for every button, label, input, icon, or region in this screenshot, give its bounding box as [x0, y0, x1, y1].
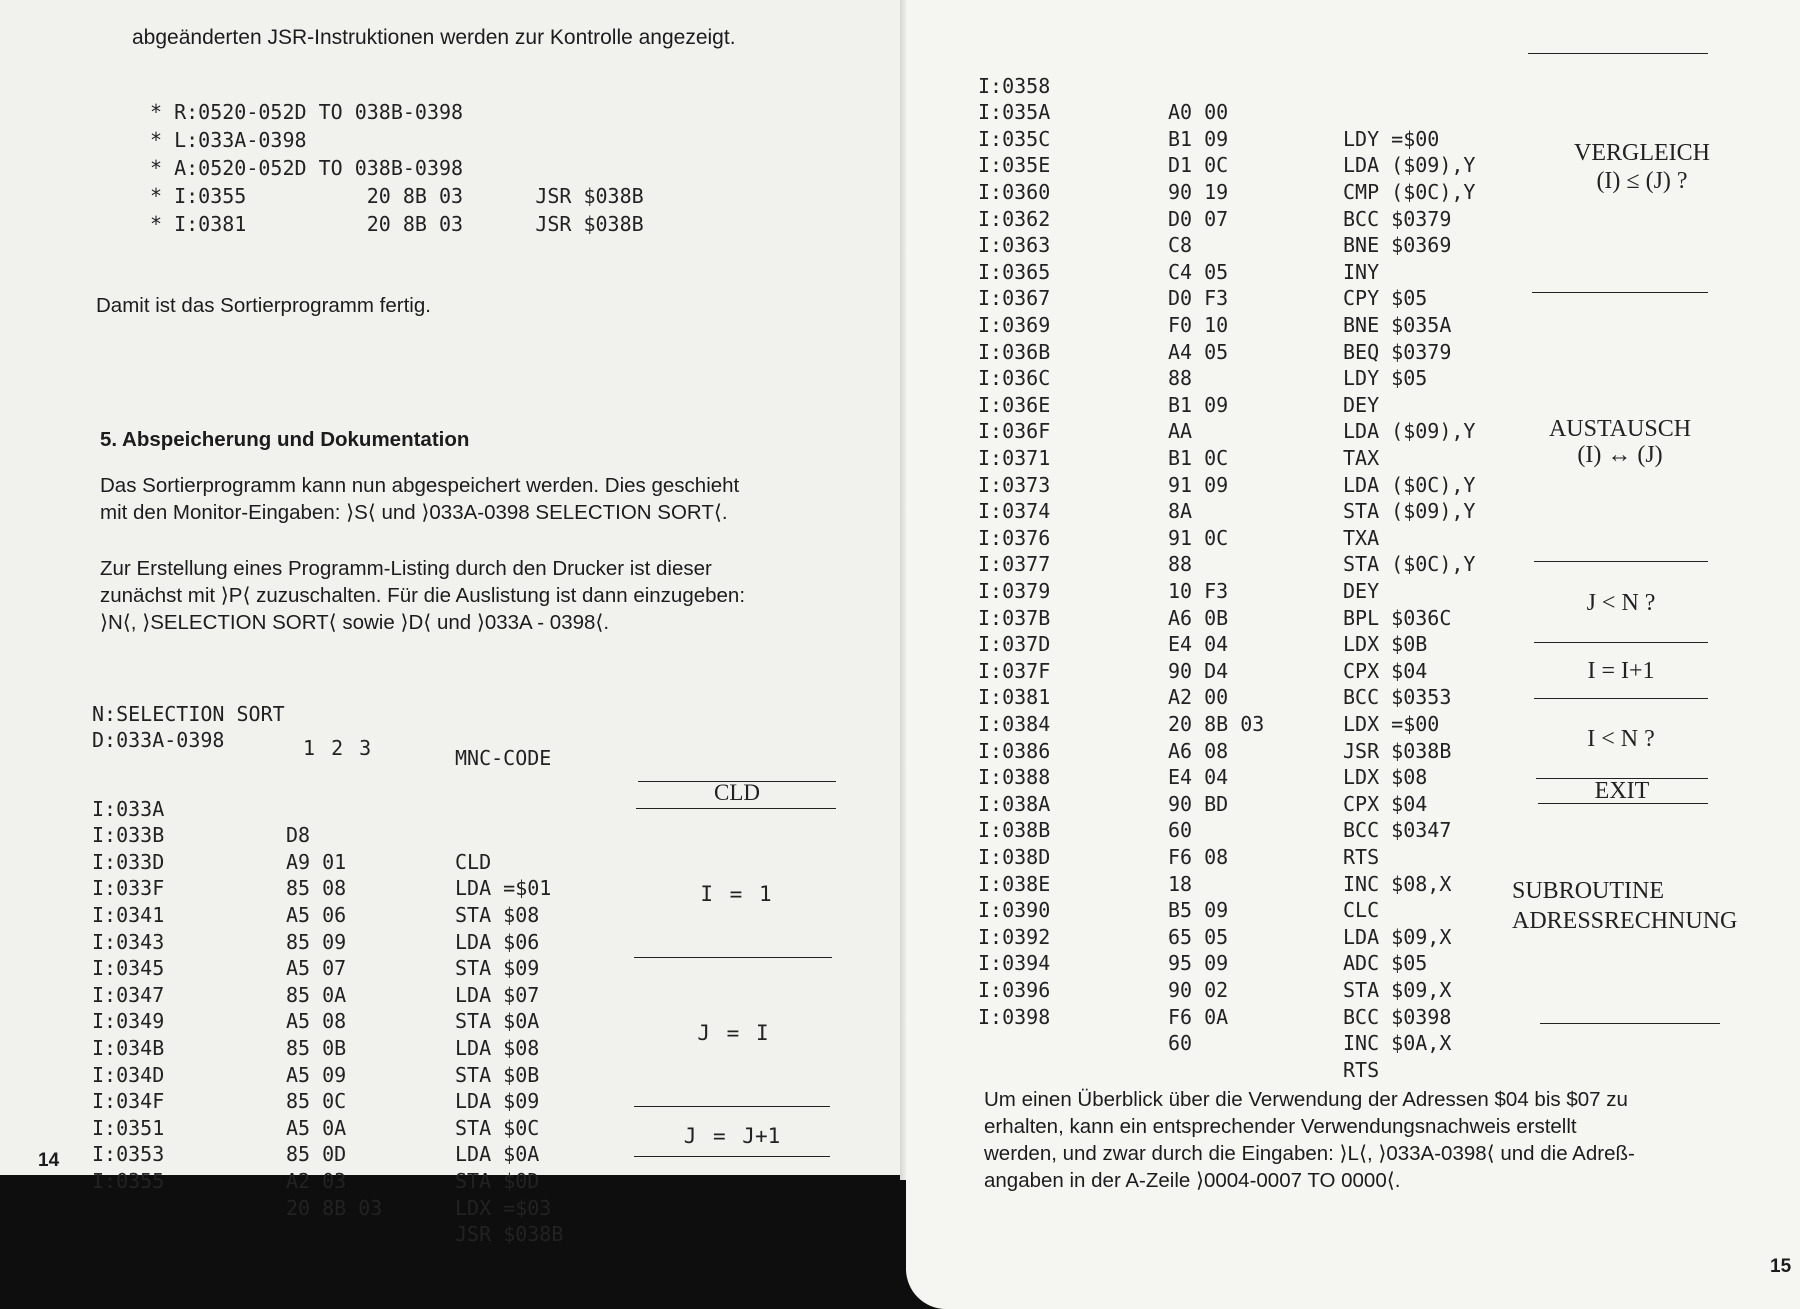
listing-bytes: 65 05 — [1168, 924, 1229, 949]
listing-address: I:037D — [978, 632, 1051, 657]
listing-address: I:036F — [978, 419, 1051, 444]
paragraph-line: Um einen Überblick über die Verwendung der Adressen $04 bis $07 zu — [984, 1088, 1628, 1111]
command-line: * L:033A-0398 — [150, 128, 307, 152]
listing-mnemonic: STA $0D — [455, 1168, 540, 1193]
listing-mnemonic: LDY =$00 — [1343, 126, 1440, 151]
annotation-austausch-title: AUSTAUSCH — [1548, 416, 1692, 442]
listing-bytes: A0 00 — [1168, 100, 1229, 125]
listing-bytes: 20 8B 03 — [1168, 711, 1265, 736]
listing-bytes: 91 0C — [1168, 525, 1229, 550]
listing-bytes: E4 04 — [1168, 765, 1229, 790]
paragraph-line: ⟩N⟨, ⟩SELECTION SORT⟨ sowie ⟩D⟨ und ⟩033A - 0398⟨. — [100, 611, 610, 634]
divider-line — [1534, 698, 1708, 699]
listing-bytes: 60 — [1168, 818, 1193, 843]
listing-address: I:034F — [92, 1089, 165, 1114]
listing-bytes: B5 09 — [1168, 898, 1229, 923]
divider-line — [636, 808, 836, 809]
divider-line — [1534, 561, 1708, 562]
paragraph-line: werden, und zwar durch die Eingaben: ⟩L⟨, ⟩033A-0398⟨ und die Adreß- — [984, 1142, 1635, 1165]
listing-bytes: F6 08 — [1168, 844, 1229, 869]
listing-mnemonic: STA $09,X — [1343, 977, 1452, 1002]
listing-mnemonic: BPL $036C — [1343, 605, 1452, 630]
listing-bytes: 90 D4 — [1168, 658, 1229, 683]
listing-bytes: A5 08 — [286, 1009, 347, 1034]
listing-bytes: 60 — [1168, 1031, 1193, 1056]
right-page — [906, 0, 1800, 1309]
annotation-i-less-than-n: I < N ? — [1587, 726, 1655, 752]
annotation-cld: CLD — [714, 780, 760, 805]
listing-mnemonic-header: MNC-CODE — [455, 746, 552, 770]
listing-address: I:034D — [92, 1062, 165, 1087]
annotation-vergleich-expression: (I) ≤ (J) ? — [1596, 168, 1688, 194]
listing-bytes: 88 — [1168, 552, 1193, 577]
listing-address: I:038B — [978, 818, 1051, 843]
listing-name-line: N:SELECTION SORT — [92, 702, 285, 726]
listing-bytes: 95 09 — [1168, 951, 1229, 976]
listing-bytes: 85 0D — [286, 1142, 347, 1167]
listing-address: I:0376 — [978, 525, 1051, 550]
listing-bytes: D1 0C — [1168, 153, 1229, 178]
listing-mnemonic: LDX =$03 — [455, 1195, 552, 1220]
listing-address: I:0365 — [978, 259, 1051, 284]
listing-address: I:0363 — [978, 233, 1051, 258]
listing-address: I:0384 — [978, 711, 1051, 736]
listing-bytes: 90 19 — [1168, 179, 1229, 204]
listing-mnemonic: INC $08,X — [1343, 871, 1452, 896]
listing-mnemonic: BCC $0353 — [1343, 685, 1452, 710]
paragraph-save — [100, 472, 739, 526]
listing-mnemonic: LDX =$00 — [1343, 711, 1440, 736]
listing-mnemonic: CLC — [1343, 898, 1380, 923]
listing-mnemonic: CLD — [455, 849, 492, 874]
page-number-right: 15 — [1770, 1256, 1792, 1277]
listing-mnemonic: ADC $05 — [1343, 951, 1428, 976]
listing-address: I:0394 — [978, 951, 1051, 976]
listing-bytes: A6 0B — [1168, 605, 1229, 630]
listing-mnemonic: RTS — [1343, 1057, 1380, 1082]
listing-bytes: D0 07 — [1168, 206, 1229, 231]
listing-bytes: A5 06 — [286, 902, 347, 927]
listing-address: I:036B — [978, 339, 1051, 364]
listing-bytes: 85 08 — [286, 876, 347, 901]
annotation-j-equals-i: J = I — [697, 1021, 769, 1045]
listing-mnemonic: LDX $08 — [1343, 765, 1428, 790]
listing-address: I:0351 — [92, 1115, 165, 1140]
listing-bytes: 90 02 — [1168, 977, 1229, 1002]
listing-mnemonic: STA $0B — [455, 1062, 540, 1087]
listing-address: I:0347 — [92, 982, 165, 1007]
annotation-adressrechnung: ADRESSRECHNUNG — [1512, 908, 1738, 934]
annotation-i-equals-1: I = 1 — [700, 882, 772, 906]
listing-mnemonic: DEY — [1343, 578, 1380, 603]
paragraph-line: Das Sortierprogramm kann nun abgespeichert werden. Dies geschieht — [100, 474, 740, 497]
listing-address: I:0345 — [92, 956, 165, 981]
listing-bytes: F0 10 — [1168, 312, 1229, 337]
listing-address: I:033A — [92, 796, 165, 821]
listing-bytes: A5 07 — [286, 956, 347, 981]
listing-bytes: B1 09 — [1168, 126, 1229, 151]
right-listing — [978, 46, 1476, 1082]
listing-mnemonic: TAX — [1343, 445, 1380, 470]
listing-address: I:0371 — [978, 445, 1051, 470]
listing-address: I:0358 — [978, 73, 1051, 98]
listing-address: I:0341 — [92, 902, 165, 927]
divider-line — [1538, 803, 1708, 804]
command-line: * R:0520-052D TO 038B-0398 — [150, 100, 464, 124]
annotation-subroutine: SUBROUTINE — [1512, 878, 1665, 904]
listing-address: I:033B — [92, 823, 165, 848]
monitor-commands — [150, 98, 644, 238]
listing-address: I:0362 — [978, 206, 1051, 231]
listing-address: I:0379 — [978, 578, 1051, 603]
divider-line — [1528, 53, 1708, 54]
listing-bytes: 18 — [1168, 871, 1193, 896]
listing-mnemonic: BNE $0369 — [1343, 233, 1452, 258]
listing-address: I:034B — [92, 1035, 165, 1060]
closing-paragraph — [984, 1086, 1635, 1194]
listing-address: I:0343 — [92, 929, 165, 954]
listing-mnemonic: LDA $06 — [455, 929, 540, 954]
listing-mnemonic: BCC $0398 — [1343, 1004, 1452, 1029]
listing-mnemonic: JSR $038B — [1343, 738, 1452, 763]
listing-address: I:033D — [92, 849, 165, 874]
divider-line — [634, 957, 832, 958]
listing-bytes: F6 0A — [1168, 1004, 1229, 1029]
listing-mnemonic: DEY — [1343, 392, 1380, 417]
divider-line — [1532, 292, 1708, 293]
listing-mnemonic: JSR $038B — [455, 1222, 564, 1247]
listing-mnemonic: LDA $07 — [455, 982, 540, 1007]
listing-address: I:035C — [978, 126, 1051, 151]
listing-bytes: A2 03 — [286, 1168, 347, 1193]
annotation-j-less-than-n: J < N ? — [1586, 590, 1656, 616]
listing-address: I:035E — [978, 153, 1051, 178]
listing-range-line: D:033A-0398 — [92, 728, 225, 752]
annotation-vergleich-title: VERGLEICH — [1574, 140, 1710, 166]
listing-bytes: 85 0A — [286, 982, 347, 1007]
listing-address: I:0355 — [92, 1168, 165, 1193]
listing-address: I:035A — [978, 100, 1051, 125]
listing-mnemonic: CPX $04 — [1343, 791, 1428, 816]
listing-mnemonic: LDA =$01 — [455, 876, 552, 901]
listing-bytes: A2 00 — [1168, 685, 1229, 710]
listing-mnemonic: LDA $09 — [455, 1089, 540, 1114]
listing-mnemonic: BEQ $0379 — [1343, 339, 1452, 364]
listing-bytes: 85 09 — [286, 929, 347, 954]
listing-bytes: E4 04 — [1168, 632, 1229, 657]
listing-bytes: A9 01 — [286, 849, 347, 874]
paragraph-line: Zur Erstellung eines Programm-Listing durch den Drucker ist dieser — [100, 557, 712, 580]
listing-address: I:0353 — [92, 1142, 165, 1167]
paragraph-listing — [100, 555, 745, 636]
divider-line — [1540, 1023, 1720, 1024]
listing-mnemonic: INC $0A,X — [1343, 1031, 1452, 1056]
paragraph-line: angaben in der A-Zeile ⟩0004-0007 TO 0000⟨. — [984, 1169, 1401, 1192]
annotation-austausch-expression: (I) ↔ (J) — [1577, 442, 1663, 468]
listing-address: I:0390 — [978, 898, 1051, 923]
listing-bytes: C4 05 — [1168, 259, 1229, 284]
paragraph-line: erhalten, kann ein entsprechender Verwendungsnachweis erstellt — [984, 1115, 1577, 1138]
listing-bytes: 91 09 — [1168, 472, 1229, 497]
listing-bytes: A5 0A — [286, 1115, 347, 1140]
listing-bytes: B1 09 — [1168, 392, 1229, 417]
listing-bytes: 20 8B 03 — [286, 1195, 383, 1220]
listing-mnemonic: CPY $05 — [1343, 286, 1428, 311]
listing-mnemonic: RTS — [1343, 844, 1380, 869]
listing-bytes: A6 08 — [1168, 738, 1229, 763]
divider-line — [634, 1156, 830, 1157]
annotation-exit: EXIT — [1594, 778, 1650, 804]
annotation-i-equals-i-plus-1: I = I+1 — [1587, 658, 1655, 684]
listing-mnemonic: LDA ($0C),Y — [1343, 472, 1476, 497]
paragraph-line: mit den Monitor-Eingaben: ⟩S⟨ und ⟩033A-0398 SELECTION SORT⟨. — [100, 501, 728, 524]
listing-address: I:036C — [978, 366, 1051, 391]
listing-mnemonic: INY — [1343, 259, 1380, 284]
listing-mnemonic: LDA $0A — [455, 1142, 540, 1167]
listing-mnemonic: TXA — [1343, 525, 1380, 550]
listing-address: I:0373 — [978, 472, 1051, 497]
listing-address: I:0369 — [978, 312, 1051, 337]
listing-mnemonic: BCC $0379 — [1343, 206, 1452, 231]
listing-address: I:0349 — [92, 1009, 165, 1034]
listing-bytes: 10 F3 — [1168, 578, 1229, 603]
listing-mnemonic: LDX $0B — [1343, 632, 1428, 657]
left-listing — [92, 769, 612, 1247]
intro-line: abgeänderten JSR-Instruktionen werden zur Kontrolle angezeigt. — [132, 26, 736, 49]
listing-mnemonic: STA $0A — [455, 1009, 540, 1034]
done-line: Damit ist das Sortierprogramm fertig. — [96, 294, 431, 317]
listing-bytes: D0 F3 — [1168, 286, 1229, 311]
listing-mnemonic: LDY $05 — [1343, 366, 1428, 391]
listing-bytes: 85 0B — [286, 1035, 347, 1060]
listing-mnemonic: BNE $035A — [1343, 312, 1452, 337]
listing-address: I:033F — [92, 876, 165, 901]
command-line: * I:0355 20 8B 03 JSR $038B — [150, 184, 644, 208]
listing-mnemonic: STA $09 — [455, 956, 540, 981]
listing-mnemonic: BCC $0347 — [1343, 818, 1452, 843]
listing-bytes: A5 09 — [286, 1062, 347, 1087]
listing-mnemonic: STA ($0C),Y — [1343, 552, 1476, 577]
section-heading: 5. Abspeicherung und Dokumentation — [100, 428, 470, 451]
listing-mnemonic: CPX $04 — [1343, 658, 1428, 683]
listing-bytes: 88 — [1168, 366, 1193, 391]
listing-bytes: D8 — [286, 823, 311, 848]
listing-address: I:038A — [978, 791, 1051, 816]
divider-line — [1534, 642, 1708, 643]
left-page — [0, 0, 910, 1247]
listing-mnemonic: STA $0C — [455, 1115, 540, 1140]
listing-mnemonic: CMP ($0C),Y — [1343, 179, 1476, 204]
listing-mnemonic: STA $08 — [455, 902, 540, 927]
listing-mnemonic: LDA ($09),Y — [1343, 153, 1476, 178]
command-line: * I:0381 20 8B 03 JSR $038B — [150, 212, 644, 236]
annotation-j-equals-j-plus-1: J = J+1 — [683, 1124, 781, 1148]
listing-address: I:036E — [978, 392, 1051, 417]
listing-mnemonic: LDA $08 — [455, 1035, 540, 1060]
listing-address: I:0398 — [978, 1004, 1051, 1029]
divider-line — [634, 1106, 830, 1107]
listing-bytes: A4 05 — [1168, 339, 1229, 364]
listing-address: I:0374 — [978, 499, 1051, 524]
listing-bytes: AA — [1168, 419, 1193, 444]
listing-mnemonic: STA ($09),Y — [1343, 499, 1476, 524]
listing-column-numbers: 1 2 3 — [303, 736, 372, 760]
listing-bytes: B1 0C — [1168, 445, 1229, 470]
listing-address: I:0396 — [978, 977, 1051, 1002]
listing-address: I:037F — [978, 658, 1051, 683]
listing-bytes: 8A — [1168, 499, 1193, 524]
listing-mnemonic: LDA ($09),Y — [1343, 419, 1476, 444]
paragraph-line: zunächst mit ⟩P⟨ zuzuschalten. Für die Auslistung ist dann einzugeben: — [100, 584, 746, 607]
listing-address: I:038E — [978, 871, 1051, 896]
page-number-left: 14 — [38, 1150, 60, 1171]
listing-address: I:0360 — [978, 179, 1051, 204]
listing-address: I:038D — [978, 844, 1051, 869]
command-line: * A:0520-052D TO 038B-0398 — [150, 156, 464, 180]
listing-bytes: 85 0C — [286, 1089, 347, 1114]
listing-address: I:0386 — [978, 738, 1051, 763]
listing-address: I:0392 — [978, 924, 1051, 949]
listing-bytes: 90 BD — [1168, 791, 1229, 816]
listing-mnemonic: LDA $09,X — [1343, 924, 1452, 949]
listing-bytes: C8 — [1168, 233, 1193, 258]
listing-address: I:0377 — [978, 552, 1051, 577]
listing-address: I:0388 — [978, 765, 1051, 790]
listing-address: I:0381 — [978, 685, 1051, 710]
listing-address: I:037B — [978, 605, 1051, 630]
listing-address: I:0367 — [978, 286, 1051, 311]
